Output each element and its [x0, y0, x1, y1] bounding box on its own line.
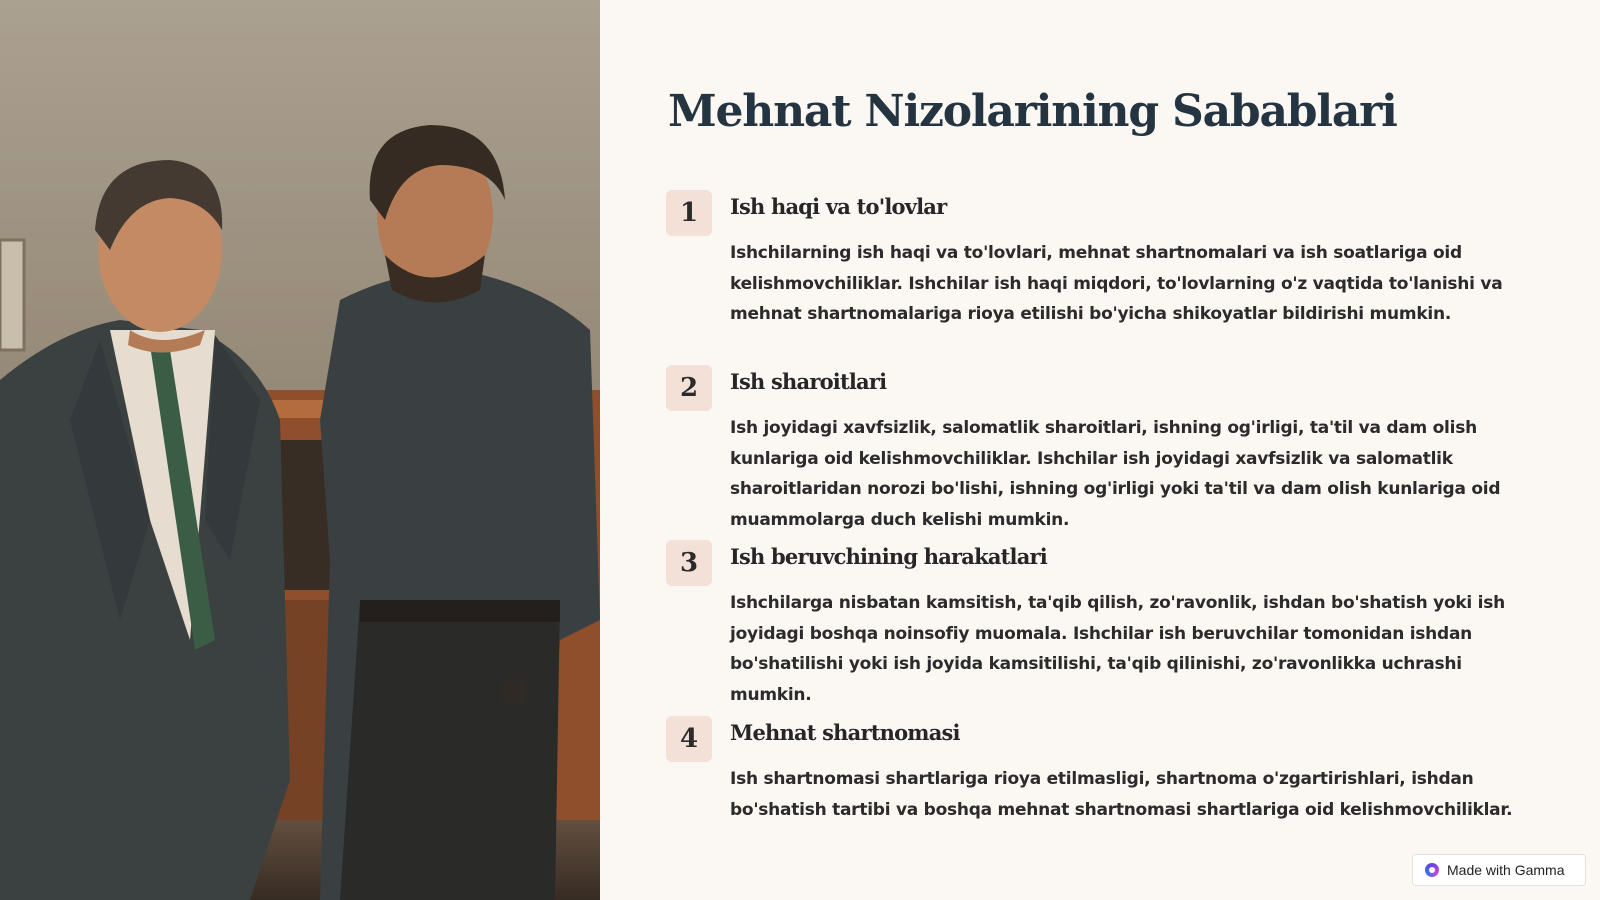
gamma-logo-icon	[1425, 863, 1439, 877]
two-men-talking-illustration	[0, 0, 600, 900]
hero-photo	[0, 0, 600, 900]
item-title: Mehnat shartnomasi	[730, 720, 960, 745]
item-description: Ish shartnomasi shartlariga rioya etilmasligi, shartnoma o'zgartirishlari, ishdan bo'shatish tartibi va boshqa mehnat shartnomasi shartlariga oid kelishmovchiliklar.	[730, 769, 1513, 820]
made-with-gamma-badge[interactable]	[1412, 854, 1586, 886]
item-number-badge: 4	[666, 716, 712, 762]
item-description: Ishchilarning ish haqi va to'lovlari, mehnat shartnomalari va ish soatlariga oid kelishmovchiliklar. Ishchilar ish haqi miqdori, to'lovlarning o'z vaqtida to'lanishi va mehnat shartnomalariga rioya etilishi bo'yicha shikoyatlar bildirishi mumkin.	[730, 243, 1503, 324]
item-title: Ish beruvchining harakatlari	[730, 544, 1047, 569]
item-number-badge: 1	[666, 190, 712, 236]
slide-title: Mehnat Nizolarining Sabablari	[668, 86, 1397, 137]
slide-content	[600, 0, 1600, 900]
badge-label: Made with Gamma	[1447, 862, 1565, 878]
item-description: Ish joyidagi xavfsizlik, salomatlik sharoitlari, ishning og'irligi, ta'til va dam olish kunlariga oid kelishmovchiliklar. Ishchilar ish joyidagi xavfsizlik va salomatlik sharoitlaridan norozi bo'lishi, ishning og'irligi yoki ta'til va dam olish kunlariga oid muammolarga duch kelishi mumkin.	[730, 418, 1501, 530]
item-title: Ish haqi va to'lovlar	[730, 194, 947, 219]
item-number-badge: 2	[666, 365, 712, 411]
item-description: Ishchilarga nisbatan kamsitish, ta'qib qilish, zo'ravonlik, ishdan bo'shatish yoki ish joyidagi boshqa noinsofiy muomala. Ishchilar ish beruvchilar tomonidan ishdan bo'shatilishi yoki ish joyida kamsitilishi, ta'qib qilinishi, zo'ravonlikka uchrashi mumkin.	[730, 593, 1505, 705]
item-number-badge: 3	[666, 540, 712, 586]
item-title: Ish sharoitlari	[730, 369, 887, 394]
